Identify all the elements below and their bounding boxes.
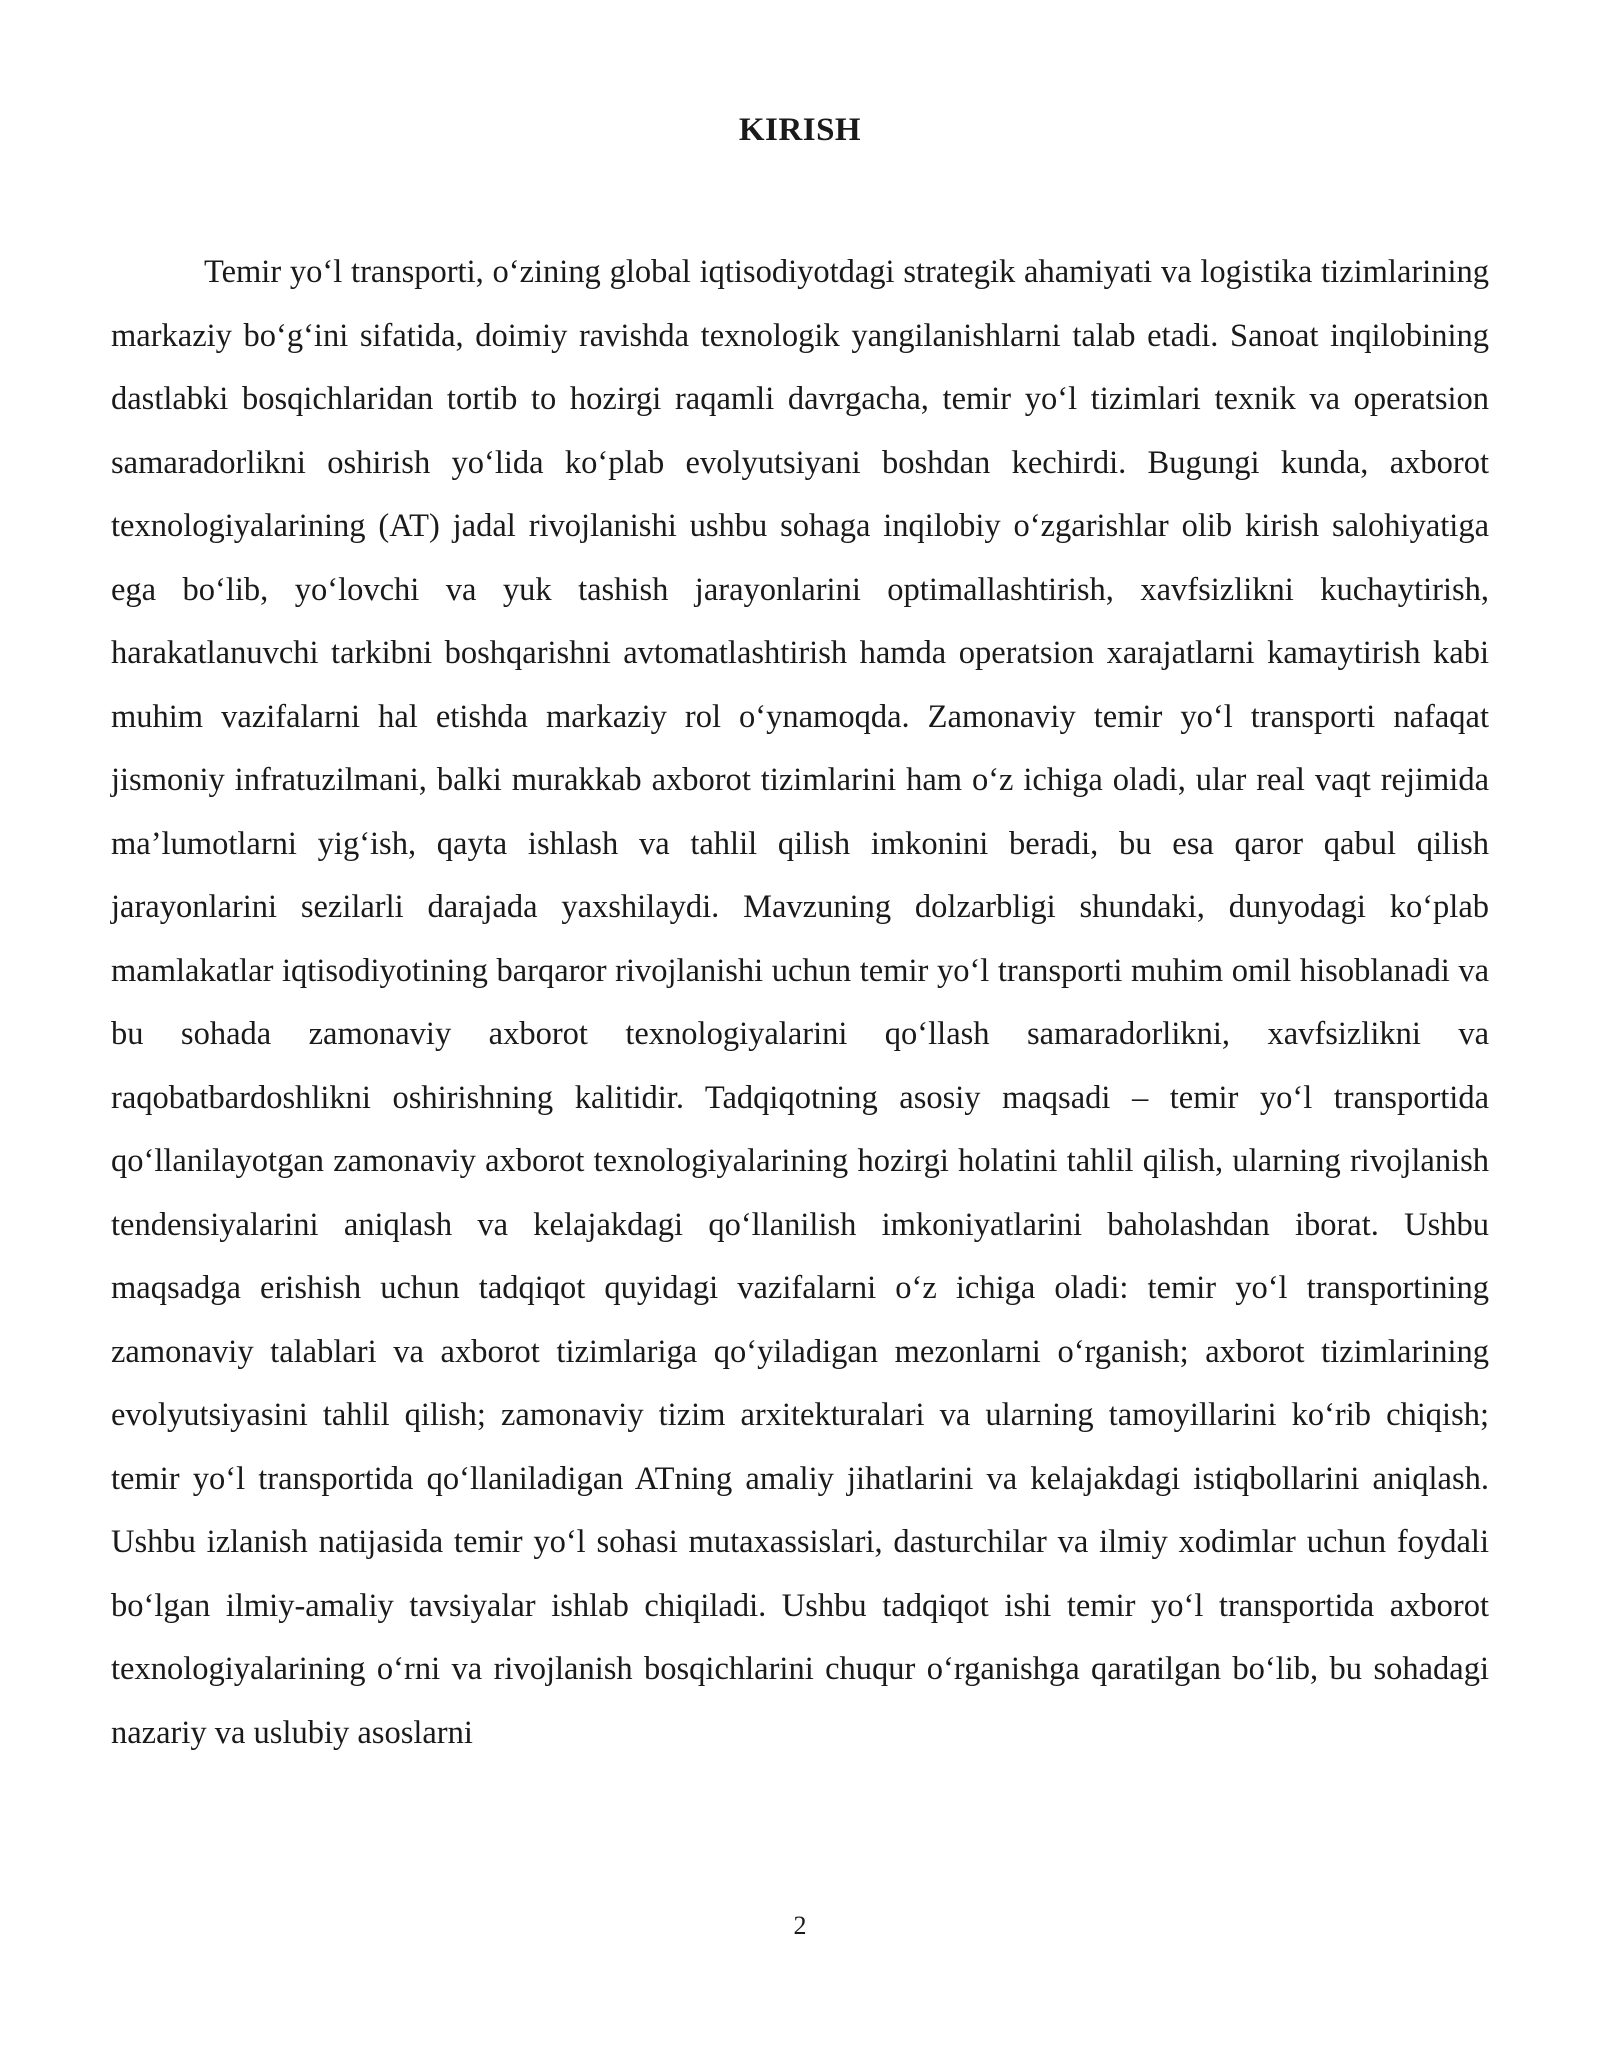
section-title: KIRISH [738,112,862,148]
body-paragraph: Temir yo‘l transporti, o‘zining global iqtisodiyotdagi strategik ahamiyati va logistika tizimlarining markaziy bo‘g‘ini sifatida, doimiy ravishda texnologik yangilanishlarni talab etadi. Sanoat inqilobining dastlabki bosqichlaridan tortib to hozirgi raqamli davrgacha, temir yo‘l tizimlari texnik va operatsion samaradorlikni oshirish yo‘lida ko‘plab evolyutsiyani boshdan kechirdi. Bugungi kunda, axborot texnologiyalarining (AT) jadal rivojlanishi ushbu sohaga inqilobiy o‘zgarishlar olib kirish salohiyatiga ega bo‘lib, yo‘lovchi va yuk tashish jarayonlarini optimallashtirish, xavfsizlikni kuchaytirish, harakatlanuvchi tarkibni boshqarishni avtomatlashtirish hamda operatsion xarajatlarni kamaytirish kabi muhim vazifalarni hal etishda markaziy rol o‘ynamoqda. Zamonaviy temir yo‘l transporti nafaqat jismoniy infratuzilmani, balki murakkab axborot tizimlarini ham o‘z ichiga oladi, ular real vaqt rejimida ma’lumotlarni yig‘ish, qayta ishlash va tahlil qilish imkonini beradi, bu esa qaror qabul qilish jarayonlarini sezilarli darajada yaxshilaydi. Mavzuning dolzarbligi shundaki, dunyodagi ko‘plab mamlakatlar iqtisodiyotining barqaror rivojlanishi uchun temir yo‘l transporti muhim omil hisoblanadi va bu sohada zamonaviy axborot texnologiyalarini qo‘llash samaradorlikni, xavfsizlikni va raqobatbardoshlikni oshirishning kalitidir. Tadqiqotning asosiy maqsadi – temir yo‘l transportida qo‘llanilayotgan zamonaviy axborot texnologiyalarining hozirgi holatini tahlil qilish, ularning rivojlanish tendensiyalarini aniqlash va kelajakdagi qo‘llanilish imkoniyatlarini baholashdan iborat. Ushbu maqsadga erishish uchun tadqiqot quyidagi vazifalarni o‘z ichiga oladi: temir yo‘l transportining zamonaviy talablari va axborot tizimlariga qo‘yiladigan mezonlarni o‘rganish; axborot tizimlarining evolyutsiyasini tahlil qilish; zamonaviy tizim arxitekturalari va ularning tamoyillarini ko‘rib chiqish; temir yo‘l transportida qo‘llaniladigan ATning amaliy jihatlarini va kelajakdagi istiqbollarini aniqlash. Ushbu izlanish natijasida temir yo‘l sohasi mutaxassislari, dasturchilar va ilmiy xodimlar uchun foydali bo‘lgan ilmiy-amaliy tavsiyalar ishlab chiqiladi. Ushbu tadqiqot ishi temir yo‘l transportida axborot texnologiyalarining o‘rni va rivojlanish bosqichlarini chuqur o‘rganishga qaratilgan bo‘lib, bu sohadagi nazariy va uslubiy asoslarni [111,254,1489,1751]
page-number: 2 [793,1911,807,1940]
